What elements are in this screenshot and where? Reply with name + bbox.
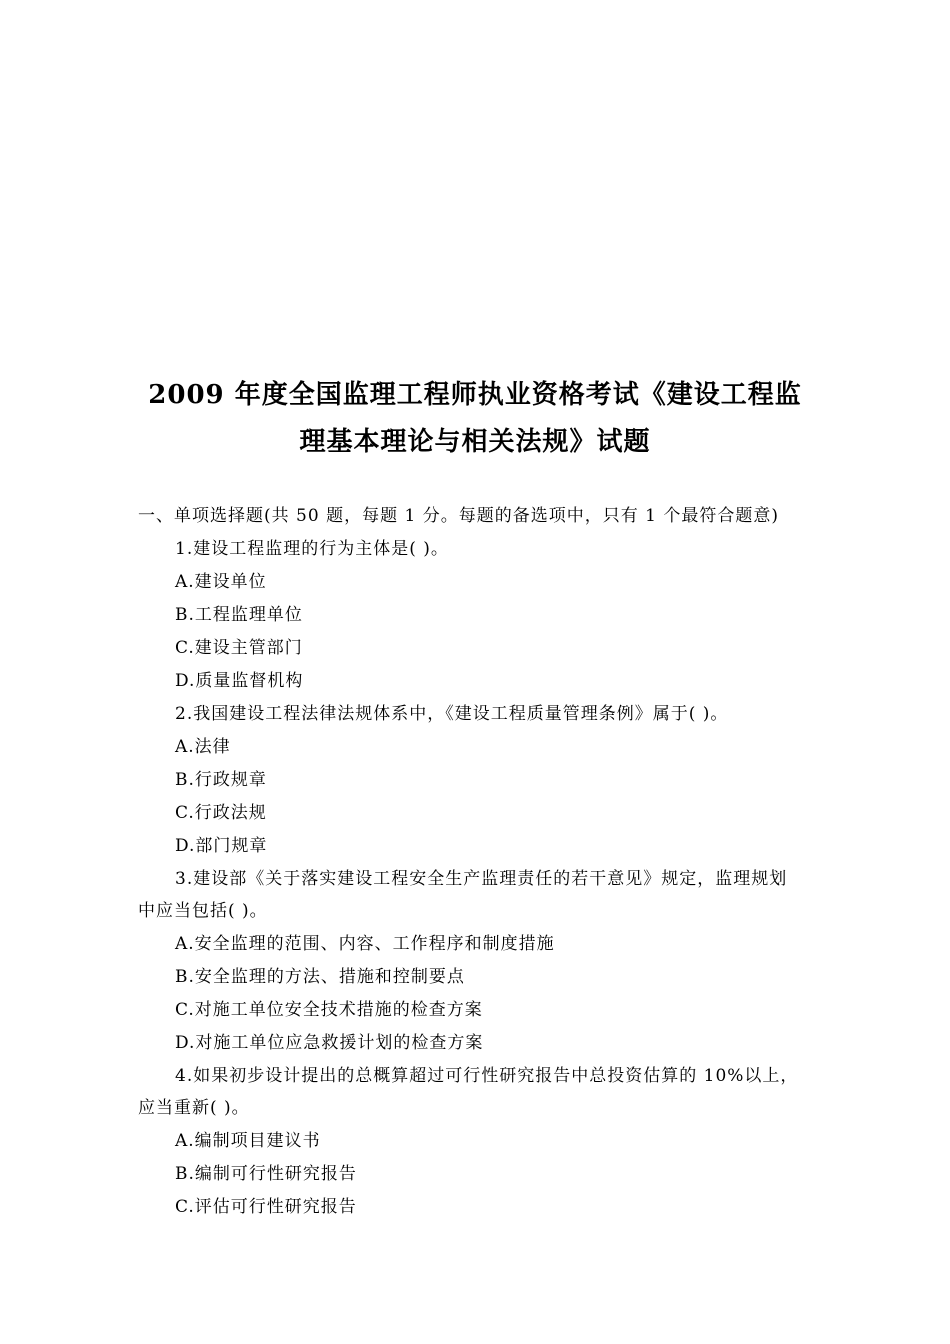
question-3-stem-continuation: 中应当包括( )。 [138, 901, 268, 921]
question-1-option-b: B.工程监理单位 [175, 605, 303, 625]
question-4-stem-continuation: 应当重新( )。 [138, 1098, 250, 1118]
question-1-option-a: A.建设单位 [175, 572, 267, 592]
question-1-stem: 1.建设工程监理的行为主体是( )。 [175, 539, 449, 559]
question-2-option-b: B.行政规章 [175, 770, 267, 790]
question-2-option-a: A.法律 [175, 737, 231, 757]
question-1-option-d: D.质量监督机构 [175, 671, 304, 691]
question-2-option-c: C.行政法规 [175, 803, 267, 823]
question-4-stem: 4.如果初步设计提出的总概算超过可行性研究报告中总投资估算的 10%以上， [175, 1066, 799, 1086]
question-2-stem: 2.我国建设工程法律法规体系中，《建设工程质量管理条例》属于( )。 [175, 704, 729, 724]
question-3-option-b: B.安全监理的方法、措施和控制要点 [175, 967, 465, 987]
document-title-line-1: 2009 年度全国监理工程师执业资格考试《建设工程监 [148, 380, 802, 410]
question-2-option-d: D.部门规章 [175, 836, 268, 856]
question-4-option-a: A.编制项目建议书 [175, 1131, 321, 1151]
question-4-option-c: C.评估可行性研究报告 [175, 1197, 357, 1217]
question-4-option-b: B.编制可行性研究报告 [175, 1164, 357, 1184]
section-heading: 一、单项选择题(共 50 题，每题 1 分。每题的备选项中，只有 1 个最符合题意) [138, 506, 779, 526]
question-3-option-c: C.对施工单位安全技术措施的检查方案 [175, 1000, 483, 1020]
question-3-stem: 3.建设部《关于落实建设工程安全生产监理责任的若干意见》规定，监理规划 [175, 869, 788, 889]
document-title-line-2: 理基本理论与相关法规》试题 [299, 427, 651, 457]
question-1-option-c: C.建设主管部门 [175, 638, 303, 658]
question-3-option-a: A.安全监理的范围、内容、工作程序和制度措施 [175, 934, 555, 954]
question-3-option-d: D.对施工单位应急救援计划的检查方案 [175, 1033, 484, 1053]
